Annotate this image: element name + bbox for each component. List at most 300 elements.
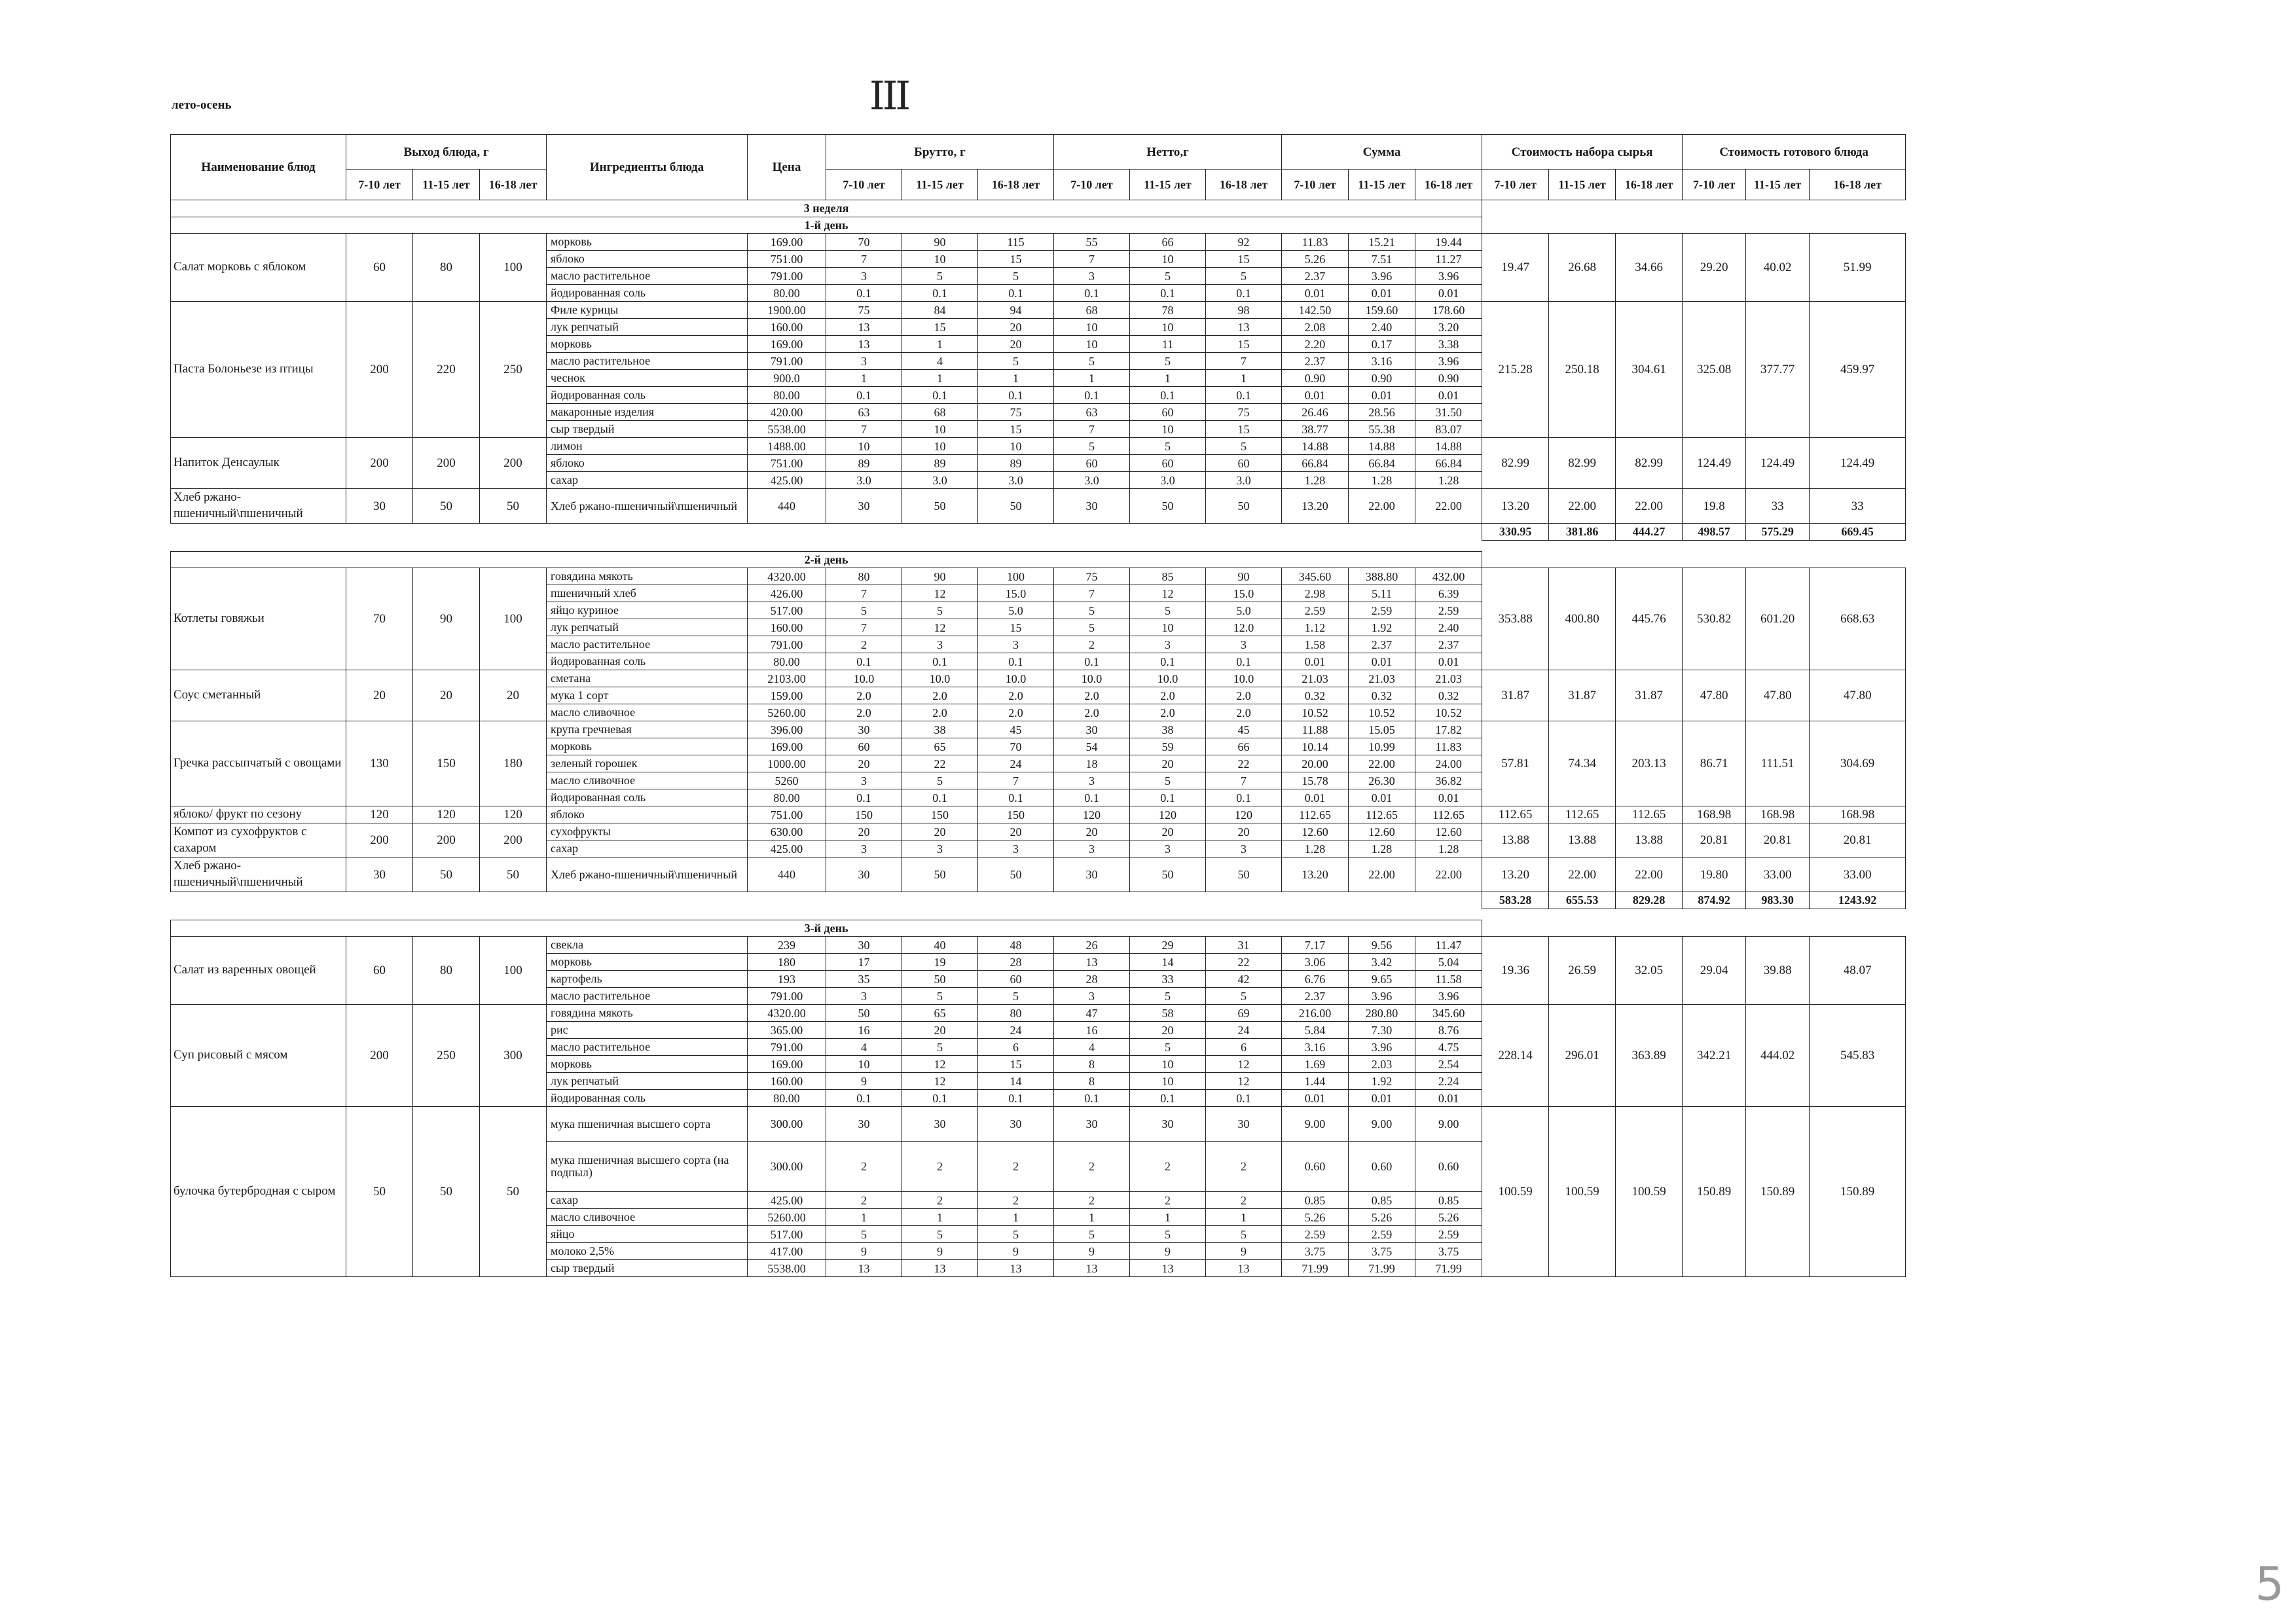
dish-yield: 80 (413, 234, 480, 302)
raw-cost-value: 304.61 (1616, 302, 1683, 438)
sum-value: 2.59 (1415, 1226, 1482, 1243)
netto-value: 22 (1206, 954, 1282, 971)
netto-value: 3.0 (1130, 472, 1206, 489)
netto-value: 30 (1054, 721, 1130, 738)
sum-value: 2.20 (1282, 336, 1349, 353)
header-netto: Нетто,г (1054, 135, 1282, 170)
ready-cost-value: 47.80 (1746, 670, 1810, 721)
ingredient-price: 365.00 (748, 1022, 826, 1039)
sum-value: 3.96 (1415, 988, 1482, 1005)
brutto-value: 20 (826, 823, 902, 840)
brutto-value: 50 (902, 489, 978, 524)
brutto-value: 12 (902, 1073, 978, 1090)
netto-value: 15.0 (1206, 585, 1282, 602)
netto-value: 12 (1206, 1073, 1282, 1090)
dish-name: Паста Болоньезе из птицы (171, 302, 346, 438)
brutto-value: 22 (902, 755, 978, 772)
ingredient-price: 239 (748, 937, 826, 954)
sum-value: 159.60 (1349, 302, 1415, 319)
sum-value: 21.03 (1415, 670, 1482, 687)
sum-value: 0.32 (1415, 687, 1482, 704)
ingredient-row (171, 823, 1906, 840)
ready-cost-value: 40.02 (1746, 234, 1810, 302)
brutto-value: 3 (902, 636, 978, 653)
blank-cell (1482, 217, 1906, 234)
ingredient-price: 80.00 (748, 653, 826, 670)
sum-value: 19.44 (1415, 234, 1482, 251)
brutto-value: 20 (826, 755, 902, 772)
netto-value: 7 (1206, 353, 1282, 370)
netto-value: 12.0 (1206, 619, 1282, 636)
raw-cost-value: 19.47 (1482, 234, 1549, 302)
netto-value: 0.1 (1054, 789, 1130, 806)
sum-value: 55.38 (1349, 421, 1415, 438)
day-total-value: 655.53 (1549, 892, 1616, 909)
ready-cost-value: 150.89 (1810, 1107, 1906, 1277)
netto-value: 6 (1206, 1039, 1282, 1056)
ingredient-price: 169.00 (748, 336, 826, 353)
day-label-row (171, 551, 1906, 568)
ingredient-price: 2103.00 (748, 670, 826, 687)
ingredient-name: свекла (547, 937, 748, 954)
ingredient-name: лимон (547, 438, 748, 455)
dish-yield: 50 (480, 857, 547, 892)
brutto-value: 30 (826, 937, 902, 954)
sum-value: 31.50 (1415, 404, 1482, 421)
netto-value: 5 (1130, 988, 1206, 1005)
brutto-value: 5 (978, 1226, 1054, 1243)
raw-cost-value: 363.89 (1616, 1005, 1683, 1107)
ingredient-price: 169.00 (748, 738, 826, 755)
header-ready-cost: Стоимость готового блюда (1683, 135, 1906, 170)
netto-value: 10.0 (1054, 670, 1130, 687)
brutto-value: 0.1 (902, 387, 978, 404)
sum-value: 0.90 (1282, 370, 1349, 387)
brutto-value: 13 (978, 1260, 1054, 1277)
ingredient-price: 180 (748, 954, 826, 971)
brutto-value: 1 (978, 1209, 1054, 1226)
netto-value: 4 (1054, 1039, 1130, 1056)
netto-value: 2.0 (1130, 687, 1206, 704)
netto-value: 2.0 (1130, 704, 1206, 721)
netto-value: 5 (1130, 772, 1206, 789)
brutto-value: 7 (978, 772, 1054, 789)
sum-value: 0.01 (1282, 653, 1349, 670)
brutto-value: 2.0 (826, 704, 902, 721)
sum-value: 1.92 (1349, 619, 1415, 636)
sum-value: 1.28 (1282, 472, 1349, 489)
sum-value: 3.96 (1349, 1039, 1415, 1056)
netto-value: 0.1 (1206, 387, 1282, 404)
sum-value: 71.99 (1415, 1260, 1482, 1277)
ingredient-name: яблоко (547, 806, 748, 823)
raw-cost-value: 13.88 (1482, 823, 1549, 857)
netto-value: 54 (1054, 738, 1130, 755)
age-header-netto-2: 16-18 лет (1206, 170, 1282, 200)
netto-value: 1 (1130, 370, 1206, 387)
sum-value: 1.28 (1349, 472, 1415, 489)
ingredient-name: сыр твердый (547, 1260, 748, 1277)
netto-value: 2 (1206, 1142, 1282, 1192)
brutto-value: 15 (978, 421, 1054, 438)
brutto-value: 0.1 (902, 1090, 978, 1107)
netto-value: 5 (1130, 1226, 1206, 1243)
sum-value: 0.01 (1349, 789, 1415, 806)
netto-value: 5 (1054, 619, 1130, 636)
sum-value: 0.01 (1349, 1090, 1415, 1107)
netto-value: 15 (1206, 336, 1282, 353)
day-total-value: 575.29 (1746, 524, 1810, 541)
brutto-value: 150 (978, 806, 1054, 823)
sum-value: 2.37 (1349, 636, 1415, 653)
ingredient-row (171, 234, 1906, 251)
brutto-value: 12 (902, 585, 978, 602)
age-header-brutto-1: 11-15 лет (902, 170, 978, 200)
raw-cost-value: 82.99 (1549, 438, 1616, 489)
day-gap (171, 540, 1906, 551)
brutto-value: 6 (978, 1039, 1054, 1056)
brutto-value: 0.1 (826, 387, 902, 404)
ingredient-row (171, 489, 1906, 524)
ingredient-name: масло сливочное (547, 704, 748, 721)
ingredient-price: 751.00 (748, 806, 826, 823)
raw-cost-value: 353.88 (1482, 568, 1549, 670)
netto-value: 20 (1206, 823, 1282, 840)
netto-value: 24 (1206, 1022, 1282, 1039)
sum-value: 5.84 (1282, 1022, 1349, 1039)
brutto-value: 15 (902, 319, 978, 336)
sum-value: 2.59 (1282, 1226, 1349, 1243)
sum-value: 10.52 (1282, 704, 1349, 721)
dish-name: Хлеб ржано-пшеничный\пшеничный (171, 857, 346, 892)
brutto-value: 16 (826, 1022, 902, 1039)
sum-value: 8.76 (1415, 1022, 1482, 1039)
dish-yield: 200 (413, 823, 480, 857)
netto-value: 55 (1054, 234, 1130, 251)
brutto-value: 35 (826, 971, 902, 988)
dish-yield: 100 (480, 234, 547, 302)
ingredient-name: йодированная соль (547, 653, 748, 670)
brutto-value: 60 (978, 971, 1054, 988)
raw-cost-value: 112.65 (1549, 806, 1616, 823)
dish-yield: 50 (480, 489, 547, 524)
raw-cost-value: 22.00 (1549, 857, 1616, 892)
handwritten-mark: III (869, 73, 909, 119)
raw-cost-value: 100.59 (1616, 1107, 1683, 1277)
sum-value: 142.50 (1282, 302, 1349, 319)
age-header-sum-2: 16-18 лет (1415, 170, 1482, 200)
brutto-value: 89 (978, 455, 1054, 472)
sum-value: 7.30 (1349, 1022, 1415, 1039)
age-header-brutto-0: 7-10 лет (826, 170, 902, 200)
brutto-value: 15 (978, 251, 1054, 268)
netto-value: 0.1 (1206, 1090, 1282, 1107)
ingredient-row (171, 937, 1906, 954)
dish-yield: 250 (413, 1005, 480, 1107)
ingredient-name: морковь (547, 1056, 748, 1073)
brutto-value: 45 (978, 721, 1054, 738)
netto-value: 60 (1054, 455, 1130, 472)
brutto-value: 10.0 (978, 670, 1054, 687)
netto-value: 69 (1206, 1005, 1282, 1022)
netto-value: 75 (1206, 404, 1282, 421)
dish-name: Компот из сухофруктов с сахаром (171, 823, 346, 857)
netto-value: 90 (1206, 568, 1282, 585)
sum-value: 11.88 (1282, 721, 1349, 738)
brutto-value: 1 (902, 336, 978, 353)
netto-value: 1 (1054, 1209, 1130, 1226)
ingredient-price: 80.00 (748, 285, 826, 302)
sum-value: 3.75 (1349, 1243, 1415, 1260)
ready-cost-value: 601.20 (1746, 568, 1810, 670)
netto-value: 0.1 (1130, 1090, 1206, 1107)
sum-value: 11.27 (1415, 251, 1482, 268)
brutto-value: 2.0 (978, 687, 1054, 704)
sum-value: 3.16 (1282, 1039, 1349, 1056)
age-header-netto-1: 11-15 лет (1130, 170, 1206, 200)
raw-cost-value: 22.00 (1616, 857, 1683, 892)
brutto-value: 30 (826, 721, 902, 738)
sum-value: 2.98 (1282, 585, 1349, 602)
day-total-value: 498.57 (1683, 524, 1746, 541)
sum-value: 0.60 (1282, 1142, 1349, 1192)
raw-cost-value: 112.65 (1616, 806, 1683, 823)
brutto-value: 17 (826, 954, 902, 971)
netto-value: 3 (1206, 840, 1282, 857)
sum-value: 1.12 (1282, 619, 1349, 636)
sum-value: 2.37 (1282, 988, 1349, 1005)
brutto-value: 3 (826, 988, 902, 1005)
brutto-value: 9 (902, 1243, 978, 1260)
raw-cost-value: 19.36 (1482, 937, 1549, 1005)
netto-value: 1 (1130, 1209, 1206, 1226)
netto-value: 10 (1130, 251, 1206, 268)
netto-value: 20 (1130, 823, 1206, 840)
day-total-value: 444.27 (1616, 524, 1683, 541)
age-header-raw-cost-0: 7-10 лет (1482, 170, 1549, 200)
age-header-ready-cost-2: 16-18 лет (1810, 170, 1906, 200)
brutto-value: 94 (978, 302, 1054, 319)
dish-yield: 60 (346, 234, 413, 302)
ready-cost-value: 124.49 (1746, 438, 1810, 489)
brutto-value: 1 (902, 370, 978, 387)
raw-cost-value: 296.01 (1549, 1005, 1616, 1107)
raw-cost-value: 31.87 (1616, 670, 1683, 721)
brutto-value: 1 (826, 1209, 902, 1226)
dish-yield: 200 (346, 438, 413, 489)
age-header-sum-0: 7-10 лет (1282, 170, 1349, 200)
raw-cost-value: 228.14 (1482, 1005, 1549, 1107)
raw-cost-value: 57.81 (1482, 721, 1549, 806)
sum-value: 3.96 (1415, 268, 1482, 285)
ingredient-name: лук репчатый (547, 1073, 748, 1090)
netto-value: 22 (1206, 755, 1282, 772)
netto-value: 120 (1130, 806, 1206, 823)
ingredient-name: морковь (547, 954, 748, 971)
sum-value: 22.00 (1415, 489, 1482, 524)
brutto-value: 30 (826, 489, 902, 524)
sum-value: 1.28 (1282, 840, 1349, 857)
page-corner-number: 5 (2255, 1557, 2284, 1611)
age-header-ready-cost-0: 7-10 лет (1683, 170, 1746, 200)
ingredient-name: морковь (547, 738, 748, 755)
sum-value: 12.60 (1415, 823, 1482, 840)
brutto-value: 13 (826, 319, 902, 336)
ingredient-price: 1900.00 (748, 302, 826, 319)
brutto-value: 0.1 (826, 285, 902, 302)
ingredient-name: йодированная соль (547, 1090, 748, 1107)
ingredient-name: лук репчатый (547, 619, 748, 636)
sum-value: 1.92 (1349, 1073, 1415, 1090)
sum-value: 0.01 (1282, 387, 1349, 404)
age-header-netto-0: 7-10 лет (1054, 170, 1130, 200)
netto-value: 63 (1054, 404, 1130, 421)
netto-value: 13 (1130, 1260, 1206, 1277)
ingredient-name: яйцо куриное (547, 602, 748, 619)
brutto-value: 9 (978, 1243, 1054, 1260)
netto-value: 1 (1054, 370, 1130, 387)
brutto-value: 13 (826, 336, 902, 353)
dish-yield: 30 (346, 857, 413, 892)
brutto-value: 2.0 (902, 704, 978, 721)
ready-cost-value: 33.00 (1810, 857, 1906, 892)
dish-name: Напиток Денсаулык (171, 438, 346, 489)
netto-value: 12 (1206, 1056, 1282, 1073)
ingredient-name: морковь (547, 336, 748, 353)
brutto-value: 5 (902, 268, 978, 285)
netto-value: 3 (1054, 772, 1130, 789)
brutto-value: 150 (902, 806, 978, 823)
brutto-value: 19 (902, 954, 978, 971)
brutto-value: 5 (902, 1039, 978, 1056)
ready-cost-value: 668.63 (1810, 568, 1906, 670)
sum-value: 0.01 (1282, 1090, 1349, 1107)
dish-name: Салат морковь с яблоком (171, 234, 346, 302)
day-total-value: 669.45 (1810, 524, 1906, 541)
sum-value: 2.08 (1282, 319, 1349, 336)
netto-value: 3 (1130, 636, 1206, 653)
brutto-value: 10 (826, 1056, 902, 1073)
netto-value: 0.1 (1206, 285, 1282, 302)
brutto-value: 5 (978, 268, 1054, 285)
brutto-value: 9 (826, 1243, 902, 1260)
netto-value: 10.0 (1206, 670, 1282, 687)
menu-cost-table (170, 134, 1906, 1277)
ingredient-name: говядина мякоть (547, 1005, 748, 1022)
ready-cost-value: 168.98 (1746, 806, 1810, 823)
netto-value: 5 (1206, 988, 1282, 1005)
sum-value: 11.47 (1415, 937, 1482, 954)
dish-yield: 220 (413, 302, 480, 438)
header-ingredients: Ингредиенты блюда (547, 135, 748, 200)
brutto-value: 30 (826, 1107, 902, 1142)
brutto-value: 10.0 (826, 670, 902, 687)
ingredient-row (171, 721, 1906, 738)
ingredient-name: йодированная соль (547, 789, 748, 806)
brutto-value: 20 (902, 823, 978, 840)
dish-yield: 200 (346, 1005, 413, 1107)
sum-value: 2.37 (1282, 268, 1349, 285)
raw-cost-value: 82.99 (1616, 438, 1683, 489)
sum-value: 3.96 (1349, 988, 1415, 1005)
brutto-value: 5.0 (978, 602, 1054, 619)
ready-cost-value: 304.69 (1810, 721, 1906, 806)
brutto-value: 10 (902, 421, 978, 438)
netto-value: 120 (1206, 806, 1282, 823)
netto-value: 10.0 (1130, 670, 1206, 687)
sum-value: 0.90 (1349, 370, 1415, 387)
sum-value: 345.60 (1282, 568, 1349, 585)
brutto-value: 5 (902, 1226, 978, 1243)
brutto-value: 70 (826, 234, 902, 251)
netto-value: 0.1 (1130, 285, 1206, 302)
brutto-value: 2.0 (902, 687, 978, 704)
day-label-row (171, 920, 1906, 937)
sum-value: 0.85 (1282, 1192, 1349, 1209)
sum-value: 71.99 (1349, 1260, 1415, 1277)
netto-value: 10 (1054, 336, 1130, 353)
brutto-value: 24 (978, 755, 1054, 772)
blank-cell (171, 892, 1482, 909)
ingredient-price: 440 (748, 489, 826, 524)
sum-value: 112.65 (1415, 806, 1482, 823)
ingredient-row (171, 806, 1906, 823)
netto-value: 10 (1130, 1073, 1206, 1090)
day-total-row (171, 892, 1906, 909)
sum-value: 10.52 (1349, 704, 1415, 721)
ingredient-price: 160.00 (748, 319, 826, 336)
dish-yield: 130 (346, 721, 413, 806)
brutto-value: 60 (826, 738, 902, 755)
brutto-value: 0.1 (978, 789, 1054, 806)
ingredient-name: Хлеб ржано-пшеничный\пшеничный (547, 857, 748, 892)
ingredient-price: 300.00 (748, 1107, 826, 1142)
brutto-value: 20 (978, 319, 1054, 336)
ingredient-price: 1000.00 (748, 755, 826, 772)
brutto-value: 3.0 (978, 472, 1054, 489)
netto-value: 0.1 (1130, 387, 1206, 404)
ready-cost-value: 29.20 (1683, 234, 1746, 302)
brutto-value: 10 (826, 438, 902, 455)
ingredient-row (171, 568, 1906, 585)
sum-value: 22.00 (1415, 857, 1482, 892)
ingredient-price: 300.00 (748, 1142, 826, 1192)
dish-name: Хлеб ржано-пшеничный\пшеничный (171, 489, 346, 524)
brutto-value: 3 (902, 840, 978, 857)
ingredient-price: 1488.00 (748, 438, 826, 455)
netto-value: 2 (1054, 1142, 1130, 1192)
raw-cost-value: 26.59 (1549, 937, 1616, 1005)
sum-value: 21.03 (1282, 670, 1349, 687)
brutto-value: 28 (978, 954, 1054, 971)
netto-value: 31 (1206, 937, 1282, 954)
dish-yield: 300 (480, 1005, 547, 1107)
brutto-value: 5 (902, 988, 978, 1005)
ready-cost-value: 545.83 (1810, 1005, 1906, 1107)
ingredient-price: 4320.00 (748, 1005, 826, 1022)
dish-yield: 90 (413, 568, 480, 670)
ready-cost-value: 19.8 (1683, 489, 1746, 524)
brutto-value: 2 (826, 1142, 902, 1192)
sum-value: 3.16 (1349, 353, 1415, 370)
brutto-value: 1 (978, 370, 1054, 387)
sum-value: 6.76 (1282, 971, 1349, 988)
sum-value: 6.39 (1415, 585, 1482, 602)
ready-cost-value: 29.04 (1683, 937, 1746, 1005)
brutto-value: 50 (978, 489, 1054, 524)
brutto-value: 2 (978, 1192, 1054, 1209)
netto-value: 68 (1054, 302, 1130, 319)
